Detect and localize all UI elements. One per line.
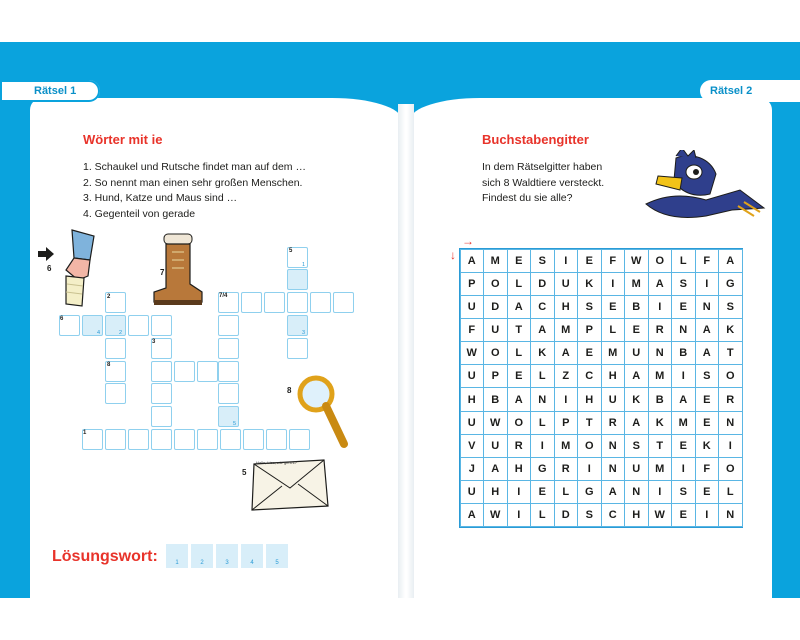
grid-letter[interactable]: I (671, 457, 696, 481)
solution-cell[interactable] (216, 544, 238, 568)
grid-letter[interactable]: I (507, 503, 532, 527)
picture-label-6: 6 (47, 264, 52, 273)
grid-letter[interactable]: L (530, 411, 555, 435)
grid-letter[interactable]: S (671, 272, 696, 296)
crossword-cell[interactable] (105, 383, 126, 404)
grid-letter[interactable]: S (577, 295, 602, 319)
crossword-cell[interactable] (197, 361, 218, 382)
grid-letter[interactable]: M (624, 272, 649, 296)
grid-letter[interactable]: R (601, 411, 626, 435)
grid-letter[interactable]: L (530, 364, 555, 388)
grid-letter[interactable]: S (624, 434, 649, 458)
grid-letter[interactable]: S (695, 364, 720, 388)
grid-letter[interactable]: C (601, 503, 626, 527)
solution-marker: 5 (233, 421, 237, 427)
solution-cell[interactable] (166, 544, 188, 568)
crossword-cell[interactable] (243, 429, 264, 450)
grid-letter[interactable]: F (695, 249, 720, 273)
crossword-cell[interactable] (218, 383, 239, 404)
intro-text (482, 160, 604, 207)
grid-letter[interactable]: G (718, 272, 743, 296)
solution-marker: 1 (302, 262, 306, 268)
clue-4: 4. Gegenteil von gerade (83, 207, 196, 220)
grid-letter[interactable]: H (624, 503, 649, 527)
grid-letter[interactable]: N (624, 480, 649, 504)
grid-letter[interactable]: W (624, 249, 649, 273)
grid-letter[interactable]: N (718, 411, 743, 435)
grid-letter[interactable]: N (601, 457, 626, 481)
grid-letter[interactable]: W (483, 503, 508, 527)
grid-letter[interactable]: A (507, 295, 532, 319)
crossword-cell[interactable] (266, 429, 287, 450)
crossword-cell[interactable] (220, 429, 241, 450)
grid-letter[interactable]: M (554, 318, 579, 342)
grid-letter[interactable]: I (718, 434, 743, 458)
crossword-number: 1 (83, 430, 87, 436)
grid-letter[interactable]: T (718, 341, 743, 365)
crossword-cell[interactable] (105, 429, 126, 450)
grid-letter[interactable]: E (601, 295, 626, 319)
grid-letter[interactable]: U (460, 364, 485, 388)
tab-label: Rätsel 2 (710, 85, 753, 97)
grid-letter[interactable]: U (554, 272, 579, 296)
picture-label-8: 8 (287, 386, 292, 395)
grid-letter[interactable]: U (624, 341, 649, 365)
grid-letter[interactable]: H (554, 295, 579, 319)
crossword-cell[interactable] (128, 429, 149, 450)
grid-letter[interactable]: A (507, 387, 532, 411)
grid-letter[interactable]: A (671, 387, 696, 411)
grid-letter[interactable]: A (460, 503, 485, 527)
grid-letter[interactable]: L (507, 341, 532, 365)
solution-number: 1 (175, 560, 179, 566)
solution-number: 5 (275, 560, 279, 566)
grid-letter[interactable]: I (671, 364, 696, 388)
grid-letter[interactable]: N (718, 503, 743, 527)
grid-letter[interactable]: M (554, 434, 579, 458)
envelope-picture (248, 458, 330, 514)
grid-letter[interactable]: O (718, 364, 743, 388)
grid-letter[interactable]: H (507, 457, 532, 481)
grid-letter[interactable]: I (695, 272, 720, 296)
grid-letter[interactable]: A (530, 318, 555, 342)
solution-number: 4 (250, 560, 254, 566)
crossword-cell[interactable] (310, 292, 331, 313)
crossword-cell[interactable] (151, 429, 172, 450)
grid-letter[interactable]: S (671, 480, 696, 504)
grid-letter[interactable]: U (483, 318, 508, 342)
grid-letter[interactable]: U (460, 295, 485, 319)
grid-letter[interactable]: C (577, 364, 602, 388)
grid-letter[interactable]: A (601, 480, 626, 504)
grid-letter[interactable]: T (648, 434, 673, 458)
grid-letter[interactable]: U (483, 434, 508, 458)
crossword-number: 3 (152, 339, 156, 345)
intro-line: In dem Rätselgitter haben (482, 161, 603, 173)
crossword-cell[interactable] (174, 361, 195, 382)
grid-letter[interactable]: I (507, 480, 532, 504)
grid-letter[interactable]: R (648, 318, 673, 342)
crossword-cell[interactable] (241, 292, 262, 313)
picture-label-7: 7 (160, 268, 165, 277)
grid-letter[interactable]: K (577, 272, 602, 296)
grid-letter[interactable]: B (624, 295, 649, 319)
grid-letter[interactable]: P (460, 272, 485, 296)
grid-letter[interactable]: G (577, 480, 602, 504)
grid-letter[interactable]: R (507, 434, 532, 458)
grid-letter[interactable]: O (718, 457, 743, 481)
grid-letter[interactable]: M (648, 364, 673, 388)
grid-letter[interactable]: D (554, 503, 579, 527)
grid-letter[interactable]: A (624, 411, 649, 435)
crossword-cell[interactable] (128, 315, 149, 336)
grid-letter[interactable]: I (601, 272, 626, 296)
grid-letter[interactable]: L (718, 480, 743, 504)
crossword-number: 8 (107, 362, 111, 368)
envelope-text: Hallo, Lisa, wie geht's? (256, 460, 297, 465)
grid-letter[interactable]: S (530, 249, 555, 273)
grid-letter[interactable]: K (624, 387, 649, 411)
grid-letter[interactable]: P (577, 318, 602, 342)
right-page-title: Buchstabengitter (482, 132, 589, 147)
crossword-cell[interactable] (287, 338, 308, 359)
grid-letter[interactable]: D (530, 272, 555, 296)
grid-letter[interactable]: J (460, 457, 485, 481)
grid-letter[interactable]: O (648, 249, 673, 273)
crossword-cell[interactable] (105, 338, 126, 359)
grid-letter[interactable]: S (718, 295, 743, 319)
letter-grid (459, 248, 743, 528)
grid-letter[interactable]: F (695, 457, 720, 481)
solution-number: 2 (200, 560, 204, 566)
crossword-number: 6 (60, 316, 64, 322)
grid-letter[interactable]: E (624, 318, 649, 342)
grid-letter[interactable]: E (695, 480, 720, 504)
grid-letter[interactable]: I (530, 434, 555, 458)
solution-marker: 2 (119, 330, 123, 336)
grid-letter[interactable]: T (507, 318, 532, 342)
grid-letter[interactable]: H (601, 364, 626, 388)
grid-letter[interactable]: A (718, 249, 743, 273)
grid-letter[interactable]: E (507, 249, 532, 273)
grid-letter[interactable]: A (648, 272, 673, 296)
grid-letter[interactable]: A (695, 341, 720, 365)
crossword-cell[interactable] (174, 429, 195, 450)
grid-letter[interactable]: A (624, 364, 649, 388)
intro-line: Findest du sie alle? (482, 192, 573, 204)
crossword-cell[interactable] (218, 315, 239, 336)
grid-letter[interactable]: M (671, 411, 696, 435)
picture-label-5: 5 (242, 468, 247, 477)
solution-label: Lösungswort: (52, 548, 158, 565)
grid-letter[interactable]: W (460, 341, 485, 365)
grid-letter[interactable]: R (718, 387, 743, 411)
grid-letter[interactable]: L (601, 318, 626, 342)
grid-letter[interactable]: C (530, 295, 555, 319)
leg-picture (54, 226, 102, 308)
grid-letter[interactable]: I (695, 503, 720, 527)
grid-letter[interactable]: A (695, 318, 720, 342)
boot-picture (150, 232, 204, 308)
book-gutter (398, 104, 414, 598)
crossword-cell[interactable] (151, 361, 172, 382)
grid-letter[interactable]: N (695, 295, 720, 319)
grid-letter[interactable]: F (601, 249, 626, 273)
clue-1: 1. Schaukel und Rutsche findet man auf dem … (83, 161, 306, 173)
grid-letter[interactable]: E (530, 480, 555, 504)
crossword-cell[interactable] (218, 361, 239, 382)
grid-letter[interactable]: U (460, 411, 485, 435)
grid-letter[interactable]: H (577, 387, 602, 411)
arrow-pointer-icon (36, 246, 56, 262)
solution-marker: 4 (97, 330, 101, 336)
grid-letter[interactable]: S (577, 503, 602, 527)
crossword-cell[interactable] (105, 315, 126, 336)
crossword-cell[interactable] (151, 315, 172, 336)
grid-letter[interactable]: A (460, 249, 485, 273)
grid-letter[interactable]: R (554, 457, 579, 481)
crossword-cell[interactable] (333, 292, 354, 313)
arrow-down-icon: ↓ (450, 248, 456, 262)
tab-raetsel-1 (0, 80, 100, 102)
grid-letter[interactable]: O (507, 411, 532, 435)
clue-3: 3. Hund, Katze und Maus sind … (83, 192, 238, 204)
tab-label: Rätsel 1 (34, 85, 77, 97)
crossword-cell[interactable] (264, 292, 285, 313)
grid-letter[interactable]: N (671, 318, 696, 342)
grid-letter[interactable]: K (530, 341, 555, 365)
grid-letter[interactable]: P (554, 411, 579, 435)
arrow-right-icon: → (462, 234, 474, 248)
grid-letter[interactable]: E (695, 411, 720, 435)
grid-letter[interactable]: I (648, 295, 673, 319)
grid-letter[interactable]: M (601, 341, 626, 365)
grid-letter[interactable]: W (648, 503, 673, 527)
crossword-cell[interactable] (287, 269, 308, 290)
grid-letter[interactable]: L (507, 272, 532, 296)
grid-letter[interactable]: D (483, 295, 508, 319)
raven-picture (636, 150, 772, 224)
grid-letter[interactable]: A (483, 457, 508, 481)
grid-letter[interactable]: I (554, 249, 579, 273)
grid-letter[interactable]: A (554, 341, 579, 365)
grid-letter[interactable]: B (648, 387, 673, 411)
grid-letter[interactable]: K (648, 411, 673, 435)
grid-letter[interactable]: E (671, 434, 696, 458)
crossword-cell[interactable] (287, 292, 308, 313)
grid-letter[interactable]: Z (554, 364, 579, 388)
grid-letter[interactable]: E (671, 295, 696, 319)
grid-letter[interactable]: B (671, 341, 696, 365)
grid-letter[interactable]: E (695, 387, 720, 411)
intro-line: sich 8 Waldtiere versteckt. (482, 176, 605, 189)
solution-number: 3 (225, 560, 229, 566)
grid-letter[interactable]: W (483, 411, 508, 435)
grid-letter[interactable]: L (554, 480, 579, 504)
grid-letter[interactable]: L (530, 503, 555, 527)
grid-letter[interactable]: M (483, 249, 508, 273)
grid-letter[interactable]: B (483, 387, 508, 411)
grid-letter[interactable]: N (530, 387, 555, 411)
grid-letter[interactable]: I (577, 457, 602, 481)
solution-cell[interactable] (266, 544, 288, 568)
crossword-cell[interactable] (218, 338, 239, 359)
grid-letter[interactable]: O (577, 434, 602, 458)
grid-letter[interactable]: N (601, 434, 626, 458)
crossword-number: 7/4 (219, 293, 228, 299)
grid-letter[interactable]: E (507, 364, 532, 388)
grid-letter[interactable]: H (460, 387, 485, 411)
grid-letter[interactable]: G (530, 457, 555, 481)
grid-letter[interactable]: K (718, 318, 743, 342)
grid-letter[interactable]: U (624, 457, 649, 481)
grid-letter[interactable]: O (483, 341, 508, 365)
crossword-cell[interactable] (197, 429, 218, 450)
crossword-number: 2 (107, 294, 111, 300)
grid-letter[interactable]: U (460, 480, 485, 504)
grid-letter[interactable]: E (577, 341, 602, 365)
grid-letter[interactable]: K (695, 434, 720, 458)
clue-2: 2. So nennt man einen sehr großen Menschen. (83, 176, 303, 189)
crossword-cell[interactable] (289, 429, 310, 450)
grid-letter[interactable]: H (483, 480, 508, 504)
crossword-cell[interactable] (151, 383, 172, 404)
left-page-title: Wörter mit ie (83, 132, 163, 147)
grid-letter[interactable]: P (483, 364, 508, 388)
crossword-cell[interactable] (151, 406, 172, 427)
tab-raetsel-2 (700, 80, 800, 102)
grid-letter[interactable]: E (671, 503, 696, 527)
grid-letter[interactable]: O (483, 272, 508, 296)
grid-letter[interactable]: I (554, 387, 579, 411)
grid-letter[interactable]: L (671, 249, 696, 273)
solution-cell[interactable] (241, 544, 263, 568)
grid-letter[interactable]: U (601, 387, 626, 411)
grid-letter[interactable]: T (577, 411, 602, 435)
grid-letter[interactable]: V (460, 434, 485, 458)
grid-letter[interactable]: E (577, 249, 602, 273)
grid-letter[interactable]: I (648, 480, 673, 504)
solution-cell[interactable] (191, 544, 213, 568)
crossword-number: 5 (289, 248, 293, 254)
grid-letter[interactable]: M (648, 457, 673, 481)
grid-letter[interactable]: F (460, 318, 485, 342)
clue-list (83, 160, 306, 222)
solution-marker: 3 (302, 330, 306, 336)
grid-letter[interactable]: N (648, 341, 673, 365)
